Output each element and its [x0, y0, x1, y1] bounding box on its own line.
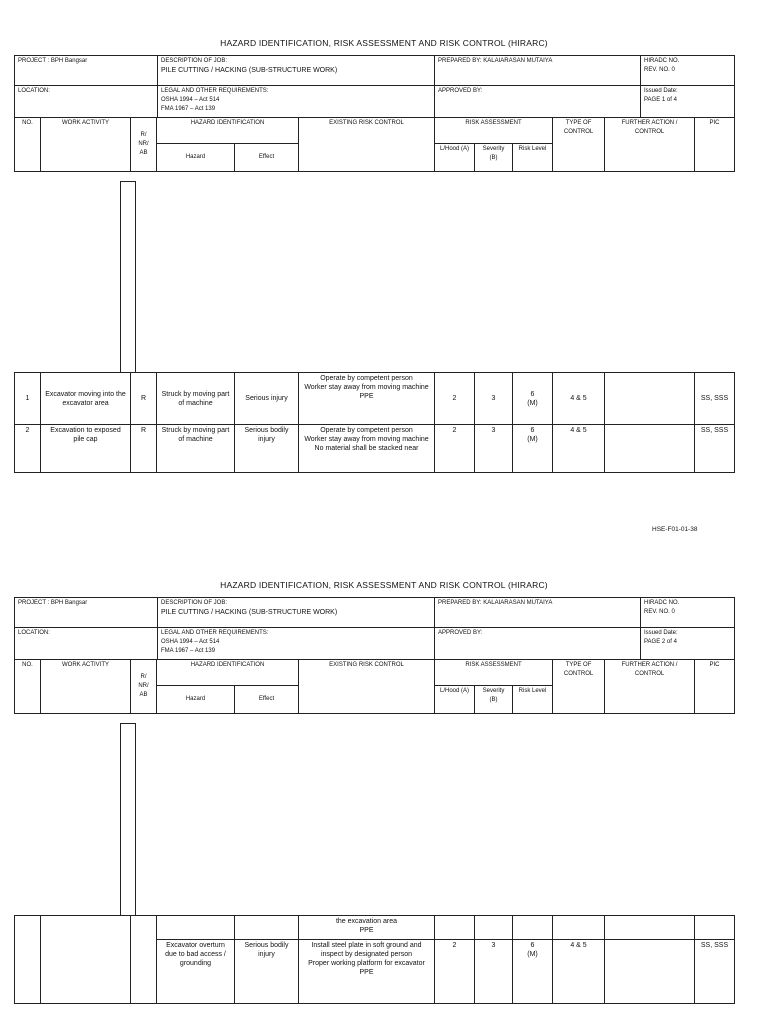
- hiradc-no: HIRADC NO.: [644, 58, 680, 64]
- location-cell: LOCATION:: [15, 628, 158, 660]
- row-likelihood: 2: [435, 425, 475, 473]
- row-further: [605, 916, 695, 940]
- col-hazard-identification: HAZARD IDENTIFICATION: [157, 660, 299, 686]
- row-activity: Excavator moving into the excavator area: [41, 373, 131, 425]
- col-pic: PIC: [695, 118, 735, 172]
- approved-by-cell: APPROVED BY:: [435, 86, 641, 118]
- legal-label: LEGAL AND OTHER REQUIREMENTS:: [161, 88, 269, 94]
- row-effect: [235, 916, 299, 940]
- row-risk-level: [513, 916, 553, 940]
- control-item: PPE: [359, 969, 374, 976]
- issued-date: Issued Date:: [644, 88, 678, 94]
- row-hazard: Excavator overturn due to bad access / grounding: [157, 940, 235, 1004]
- risk-table-page-1: [14, 372, 735, 473]
- row-further: [605, 373, 695, 425]
- row-severity: 3: [475, 425, 513, 473]
- row-hazard: Struck by moving part of machine: [157, 425, 235, 473]
- row-hazard: Struck by moving part of machine: [157, 373, 235, 425]
- table-row: [15, 373, 735, 425]
- risk-table-page-2: [14, 915, 735, 1004]
- control-item: Operate by competent person: [320, 375, 413, 382]
- risk-value: 6: [530, 390, 535, 398]
- control-item: PPE: [359, 393, 374, 400]
- issued-cell: [641, 86, 735, 118]
- row-controls: [299, 916, 435, 940]
- row-controls: [299, 940, 435, 1004]
- row-pic: SS, SSS: [695, 373, 735, 425]
- row-severity: 3: [475, 940, 513, 1004]
- row-activity: Excavation to exposed pile cap: [41, 425, 131, 473]
- col-risk-assessment: RISK ASSESSMENT: [435, 118, 553, 144]
- col-r-nr-ab: [131, 118, 157, 172]
- column-header-table: [14, 659, 735, 714]
- form-code: HSE-F01-01-38: [652, 526, 698, 533]
- col-risk-assessment: RISK ASSESSMENT: [435, 660, 553, 686]
- row-r: [131, 916, 157, 1004]
- legal-cell: [158, 628, 435, 660]
- col-ab: AB: [139, 150, 148, 156]
- row-likelihood: 2: [435, 940, 475, 1004]
- project-cell: PROJECT : BPH Bangsar: [15, 56, 158, 86]
- description-cell: [158, 56, 435, 86]
- col-hazard: Hazard: [157, 686, 235, 714]
- col-no: NO.: [15, 118, 41, 172]
- table-row: [15, 916, 735, 940]
- description-label: DESCRIPTION OF JOB:: [161, 600, 228, 606]
- row-hazard: [157, 916, 235, 940]
- col-r-nr-ab: [131, 660, 157, 714]
- description-value: PILE CUTTING / HACKING (SUB-STRUCTURE WORK): [161, 67, 338, 74]
- row-type: 4 & 5: [553, 425, 605, 473]
- header-table: [14, 55, 735, 118]
- row-pic: SS, SSS: [695, 425, 735, 473]
- row-type: 4 & 5: [553, 373, 605, 425]
- row-risk-level: [513, 373, 553, 425]
- legal-req-2: FMA 1967 – Act 139: [161, 648, 216, 654]
- row-risk-level: [513, 940, 553, 1004]
- table-row: [15, 425, 735, 473]
- col-work-activity: WORK ACTIVITY: [41, 660, 131, 714]
- col-further-action: FURTHER ACTION / CONTROL: [605, 118, 695, 172]
- control-item: Worker stay away from moving machine: [304, 436, 429, 443]
- col-type-of-control: TYPE OF CONTROL: [553, 118, 605, 172]
- description-value: PILE CUTTING / HACKING (SUB-STRUCTURE WORK): [161, 609, 338, 616]
- col-risk-level: Risk Level: [513, 686, 553, 714]
- legal-req-1: OSHA 1994 – Act 514: [161, 639, 220, 645]
- page-number: PAGE 1 of 4: [644, 97, 677, 103]
- description-label: DESCRIPTION OF JOB:: [161, 58, 228, 64]
- row-likelihood: 2: [435, 373, 475, 425]
- row-risk-level: [513, 425, 553, 473]
- control-item: No material shall be stacked near: [314, 445, 419, 452]
- row-r: R: [131, 373, 157, 425]
- col-r: R/: [140, 674, 147, 680]
- control-item: Worker stay away from moving machine: [304, 384, 429, 391]
- col-pic: PIC: [695, 660, 735, 714]
- row-pic: SS, SSS: [695, 940, 735, 1004]
- col-ab: AB: [139, 692, 148, 698]
- row-severity: 3: [475, 373, 513, 425]
- risk-grade: (M): [527, 436, 538, 443]
- approved-by-cell: APPROVED BY:: [435, 628, 641, 660]
- location-cell: LOCATION:: [15, 86, 158, 118]
- header-table: [14, 597, 735, 660]
- row-type: [553, 916, 605, 940]
- risk-grade: (M): [527, 951, 538, 958]
- col-likelihood: L/Hood (A): [435, 144, 475, 172]
- col-effect: Effect: [235, 686, 299, 714]
- col-no: NO.: [15, 660, 41, 714]
- row-no: [15, 916, 41, 1004]
- col-effect: Effect: [235, 144, 299, 172]
- row-likelihood: [435, 916, 475, 940]
- hiradc-no: HIRADC NO.: [644, 600, 680, 606]
- row-severity: [475, 916, 513, 940]
- row-effect: Serious bodily injury: [235, 425, 299, 473]
- risk-grade: (M): [527, 399, 538, 407]
- col-existing-risk-control: EXISTING RISK CONTROL: [299, 118, 435, 172]
- legal-label: LEGAL AND OTHER REQUIREMENTS:: [161, 630, 269, 636]
- row-further: [605, 940, 695, 1004]
- row-activity: [41, 916, 131, 1004]
- row-no: 2: [15, 425, 41, 473]
- col-severity: Severity (B): [475, 686, 513, 714]
- prepared-by-cell: PREPARED BY: KALAIARASAN MUTAIYA: [435, 56, 641, 86]
- hiradc-cell: [641, 598, 735, 628]
- col-likelihood: L/Hood (A): [435, 686, 475, 714]
- rev-no: REV. NO. 0: [644, 67, 675, 73]
- control-item: Proper working platform for excavator: [308, 960, 425, 967]
- legal-cell: [158, 86, 435, 118]
- row-r: R: [131, 425, 157, 473]
- control-item: the excavation area: [335, 918, 398, 925]
- row-no: 1: [15, 373, 41, 425]
- col-type-of-control: TYPE OF CONTROL: [553, 660, 605, 714]
- blank-column-box: [120, 723, 136, 916]
- row-pic: [695, 916, 735, 940]
- issued-cell: [641, 628, 735, 660]
- control-item: Install steel plate in soft ground and inspect by designated person: [311, 942, 422, 958]
- col-severity: Severity (B): [475, 144, 513, 172]
- col-further-action: FURTHER ACTION / CONTROL: [605, 660, 695, 714]
- description-cell: [158, 598, 435, 628]
- risk-value: 6: [530, 942, 535, 949]
- col-existing-risk-control: EXISTING RISK CONTROL: [299, 660, 435, 714]
- legal-req-1: OSHA 1994 – Act 514: [161, 97, 220, 103]
- page-number: PAGE 2 of 4: [644, 639, 677, 645]
- row-effect: Serious bodily injury: [235, 940, 299, 1004]
- legal-req-2: FMA 1967 – Act 139: [161, 106, 216, 112]
- project-cell: PROJECT : BPH Bangsar: [15, 598, 158, 628]
- control-item: PPE: [359, 927, 374, 934]
- row-controls: [299, 425, 435, 473]
- rev-no: REV. NO. 0: [644, 609, 675, 615]
- col-risk-level: Risk Level: [513, 144, 553, 172]
- blank-column-box: [120, 181, 136, 372]
- issued-date: Issued Date:: [644, 630, 678, 636]
- row-controls: [299, 373, 435, 425]
- row-effect: Serious injury: [235, 373, 299, 425]
- col-r: R/: [140, 132, 147, 138]
- document-title: HAZARD IDENTIFICATION, RISK ASSESSMENT AND RISK CONTROL (HIRARC): [220, 38, 548, 48]
- col-hazard-identification: HAZARD IDENTIFICATION: [157, 118, 299, 144]
- prepared-by-cell: PREPARED BY: KALAIARASAN MUTAIYA: [435, 598, 641, 628]
- row-further: [605, 425, 695, 473]
- row-type: 4 & 5: [553, 940, 605, 1004]
- document-title: HAZARD IDENTIFICATION, RISK ASSESSMENT AND RISK CONTROL (HIRARC): [220, 580, 548, 590]
- control-item: Operate by competent person: [320, 427, 413, 434]
- col-hazard: Hazard: [157, 144, 235, 172]
- col-work-activity: WORK ACTIVITY: [41, 118, 131, 172]
- risk-value: 6: [530, 427, 535, 434]
- col-nr: NR/: [138, 141, 149, 147]
- hiradc-cell: [641, 56, 735, 86]
- column-header-table: [14, 117, 735, 172]
- col-nr: NR/: [138, 683, 149, 689]
